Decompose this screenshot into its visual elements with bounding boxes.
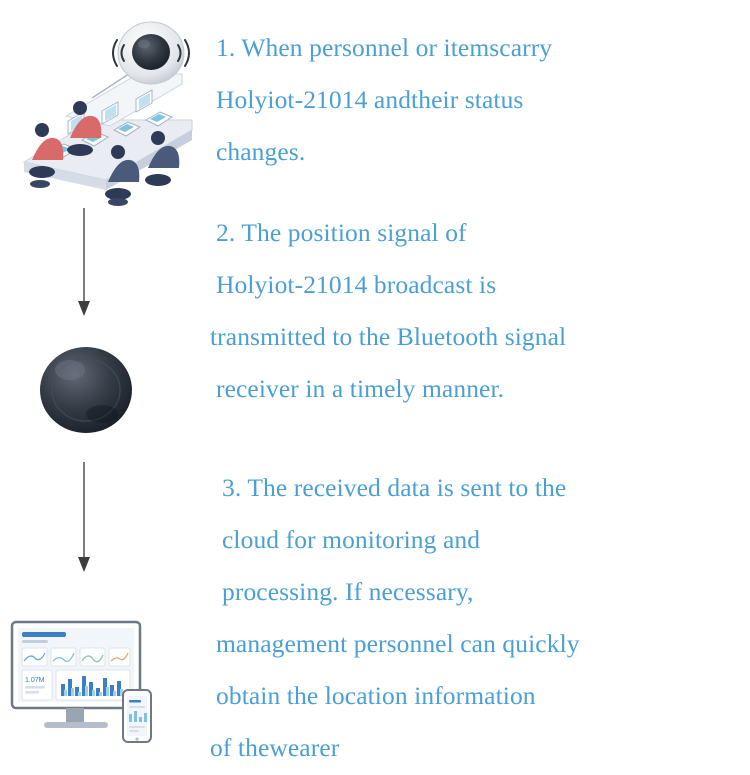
step-2-line-1: 2. The position signal of <box>216 218 467 247</box>
step-3-line-6: of thewearer <box>210 733 340 762</box>
step-3-line-4: management personnel can quickly <box>216 629 580 658</box>
downward-arrow-2 <box>72 462 96 574</box>
step-3-line-3: processing. If necessary, <box>222 577 474 606</box>
step-1-line-1: 1. When personnel or itemscarry <box>216 33 553 62</box>
step-1-line-3: changes. <box>216 137 306 166</box>
step-3-line-2: cloud for monitoring and <box>222 525 481 554</box>
bluetooth-beacon-broadcasting-icon <box>110 12 192 94</box>
step-2-text <box>210 207 750 415</box>
step-1-line-2: Holyiot-21014 andtheir status <box>216 85 524 114</box>
step-3-text <box>210 462 750 774</box>
svg-text:1.07M: 1.07M <box>25 677 45 684</box>
step-3-line-5: obtain the location information <box>216 681 536 710</box>
steps-text-column <box>206 0 750 775</box>
illustration-column <box>0 0 205 775</box>
downward-arrow-1 <box>72 208 96 318</box>
step-2-line-4: receiver in a timely manner. <box>216 374 505 403</box>
step-2-line-2: Holyiot-21014 broadcast is <box>216 270 497 299</box>
step-1-text <box>210 22 750 178</box>
step-2-line-3: transmitted to the Bluetooth signal <box>210 322 567 351</box>
step-3-line-1: 3. The received data is sent to the <box>222 473 567 502</box>
cloud-dashboard-monitor-illustration <box>8 618 168 748</box>
bluetooth-beacon-device-icon <box>36 340 136 440</box>
